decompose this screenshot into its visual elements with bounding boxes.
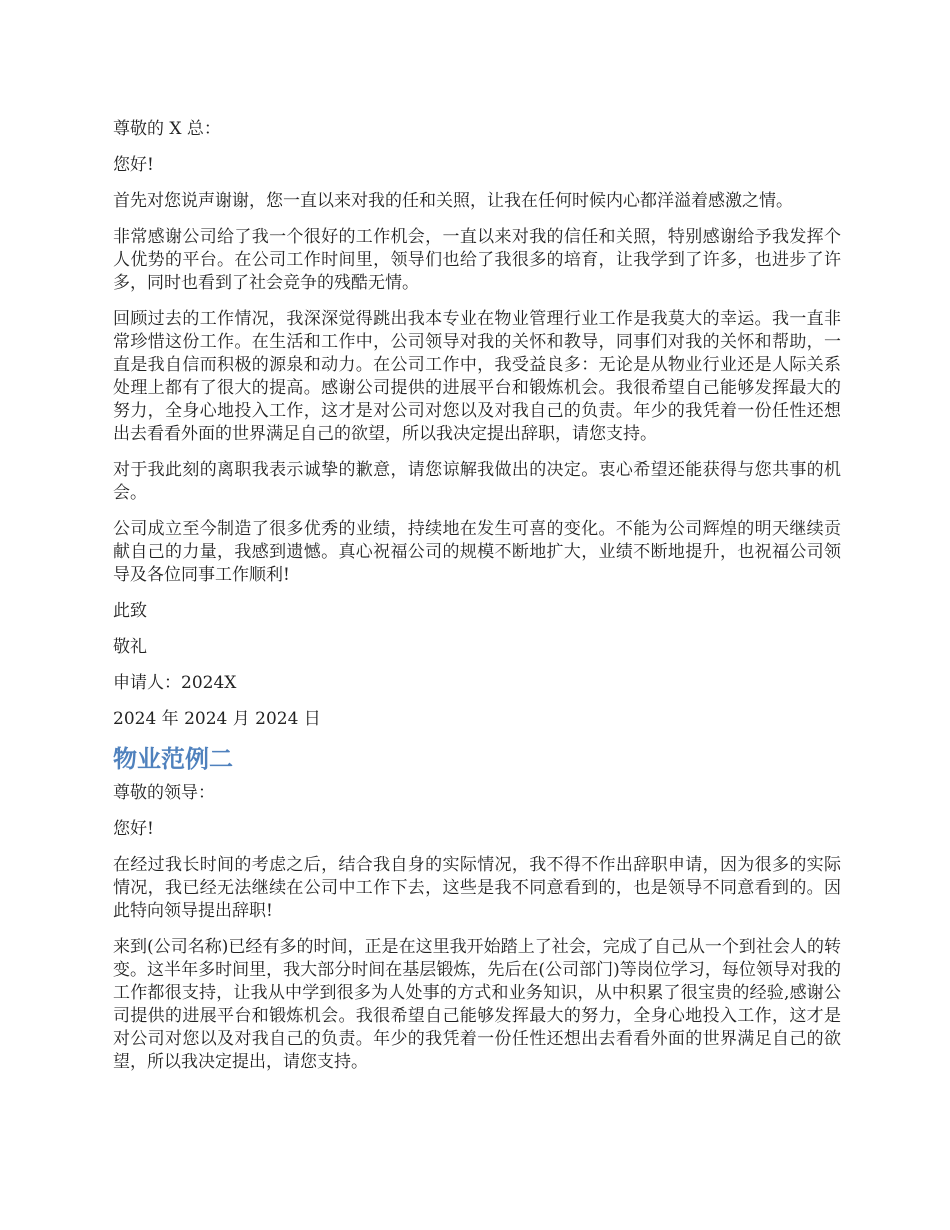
body-paragraph-2-1: 在经过我长时间的考虑之后，结合我自身的实际情况，我不得不作出辞职申请，因为很多的实际情况，我已经无法继续在公司中工作下去，这些是我不同意看到的，也是领导不同意看到的。因此特向领导提出辞职! [113, 855, 841, 921]
body-paragraph-1: 首先对您说声谢谢，您一直以来对我的任和关照，让我在任何时候内心都洋溢着感激之情。 [113, 191, 793, 211]
closing: 此致 [113, 601, 147, 621]
body-paragraph-5: 公司成立至今制造了很多优秀的业绩，持续地在发生可喜的变化。不能为公司辉煌的明天继续贡献自己的力量，我感到遗憾。真心祝福公司的规模不断地扩大，业绩不断地提升，也祝福公司领导及各位同事工作顺利! [113, 519, 841, 585]
body-paragraph-2: 非常感谢公司给了我一个很好的工作机会，一直以来对我的信任和关照，特别感谢给予我发挥个人优势的平台。在公司工作时间里，领导们也给了我很多的培育，让我学到了许多，也进步了许多，同时也看到了社会竞争的残酷无情。 [113, 227, 841, 293]
greeting-2: 您好! [113, 819, 154, 839]
salutation-2: 尊敬的领导： [113, 783, 215, 803]
body-paragraph-3: 回顾过去的工作情况，我深深觉得跳出我本专业在物业管理行业工作是我莫大的幸运。我一直非常珍惜这份工作。在生活和工作中，公司领导对我的关怀和教导，同事们对我的关怀和帮助，一直是我自信而积极的源泉和动力。在公司工作中，我受益良多：无论是从物业行业还是人际关系处理上都有了很大的提高。感谢公司提供的进展平台和锻炼机会。我很希望自己能够发挥最大的努力，全身心地投入工作，这才是对公司对您以及对我自己的负责。年少的我凭着一份任性还想出去看看外面的世界满足自己的欲望，所以我决定提出辞职，请您支持。 [113, 309, 841, 444]
document-page [113, 118, 841, 1087]
regards: 敬礼 [113, 637, 147, 657]
greeting: 您好! [113, 155, 154, 175]
section-heading: 物业范例二 [113, 745, 233, 773]
salutation: 尊敬的 X 总： [113, 119, 221, 139]
date: 2024 年 2024 月 2024 日 [113, 709, 321, 729]
applicant: 申请人：2024X [113, 673, 237, 693]
body-paragraph-4: 对于我此刻的离职我表示诚挚的歉意，请您谅解我做出的决定。衷心希望还能获得与您共事的机会。 [113, 460, 841, 503]
body-paragraph-2-2: 来到(公司名称)已经有多的时间，正是在这里我开始踏上了社会，完成了自己从一个到社会人的转变。这半年多时间里，我大部分时间在基层锻炼，先后在(公司部门)等岗位学习，每位领导对我的工作都很支持，让我从中学到很多为人处事的方式和业务知识，从中积累了很宝贵的经验,感谢公司提供的进展平台和锻炼机会。我很希望自己能够发挥最大的努力，全身心地投入工作，这才是对公司对您以及对我自己的负责。年少的我凭着一份任性还想出去看看外面的世界满足自己的欲望，所以我决定提出，请您支持。 [113, 937, 841, 1072]
